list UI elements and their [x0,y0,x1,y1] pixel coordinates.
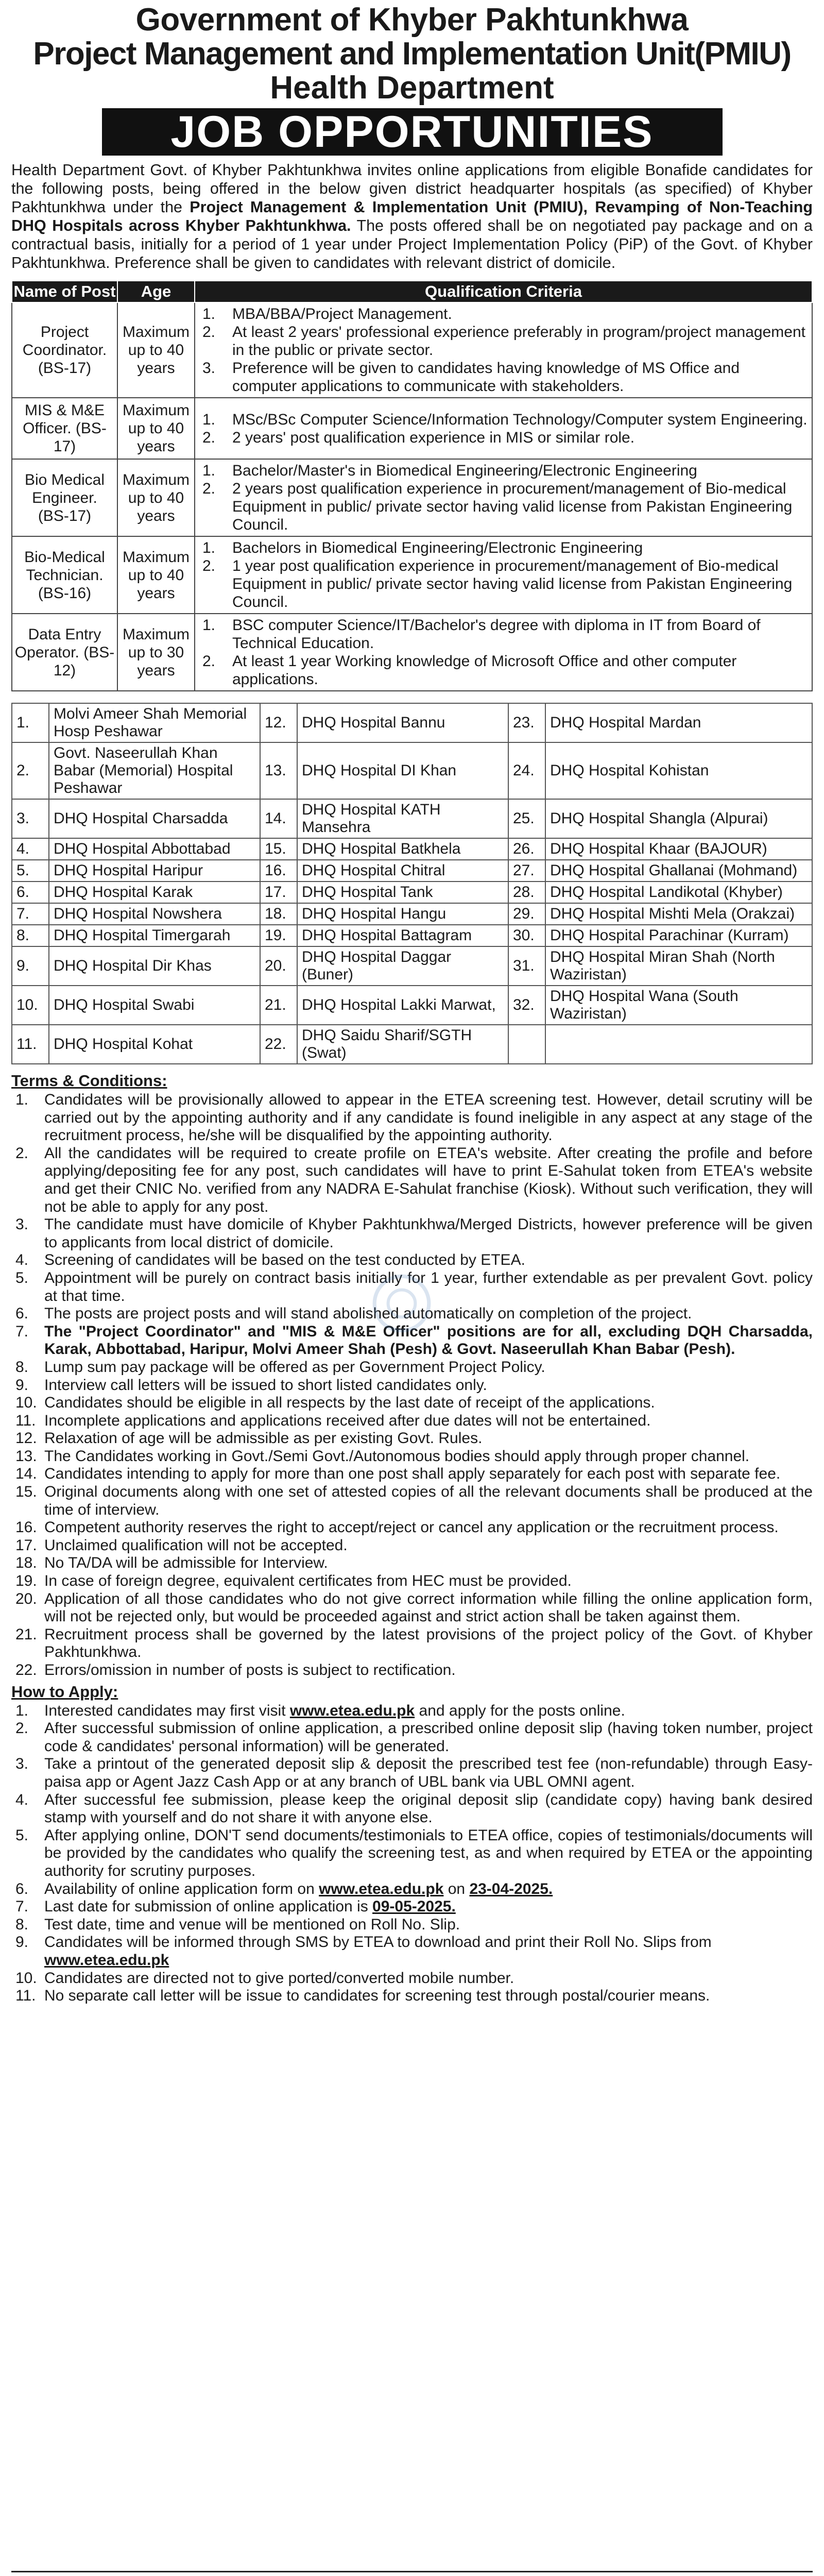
list-item [11,1970,813,1988]
table-row [12,1025,812,1064]
hospital-number: 30. [508,925,545,946]
post-age: Maximum up to 40 years [117,398,195,459]
criteria-item [195,359,812,395]
hospital-number: 7. [12,903,49,925]
item-number: 8. [15,1358,29,1376]
list-item [11,1537,813,1555]
hospital-name: DHQ Hospital Miran Shah (North Waziristan) [545,946,812,986]
item-text: Take a printout of the generated deposit slip & deposit the prescribed test fee (non-refundable) through Easy-paisa app or Agent Jazz Cash App or at any branch of UBL bank via UBL OMNI agent. [44,1755,813,1790]
list-item [11,1755,813,1791]
list-item [11,1987,813,2005]
hospital-number: 19. [260,925,297,946]
posts-table [11,280,813,691]
hospital-name: DHQ Hospital Kohistan [545,742,812,799]
post-age: Maximum up to 40 years [117,536,195,614]
hospital-number: 12. [260,703,297,742]
criteria-text: Preference will be given to candidates having knowledge of MS Office and computer applications to communicate with stakeholders. [232,360,740,395]
etea-website-link[interactable]: www.etea.edu.pk [44,1951,169,1969]
footer [11,2571,813,2576]
list-item [11,1359,813,1377]
hospital-number: 4. [12,838,49,860]
intro-paragraph [11,161,813,272]
item-text: Errors/omission in number of posts is subject to rectification. [44,1662,456,1679]
hospital-number: 13. [260,742,297,799]
criteria-item [195,480,812,534]
item-text: Appointment will be purely on contract basis initially for 1 year, further extendable as per prevalent Govt. policy at that time. [44,1269,813,1304]
table-row [12,860,812,882]
item-number: 15. [15,1483,37,1501]
hospital-name: DHQ Hospital Shangla (Alpurai) [545,799,812,838]
criteria-number: 3. [202,360,216,377]
hospital-name: DHQ Hospital Dir Khas [49,946,260,986]
table-row [12,398,812,459]
item-text: The Candidates working in Govt./Semi Govt./Autonomous bodies should apply through proper channel. [44,1447,750,1465]
job-opportunities-banner: JOB OPPORTUNITIES [102,108,723,156]
item-text [44,1898,813,1916]
apply-11-text: No separate call letter will be issue to candidates for screening test through postal/courier means. [44,1987,710,2005]
criteria-text: Bachelor/Master's in Biomedical Engineering/Electronic Engineering [232,462,697,479]
list-item [11,1554,813,1572]
hospital-name: DHQ Hospital Timergarah [49,925,260,946]
hospital-number: 16. [260,860,297,882]
list-item [11,1662,813,1680]
criteria-number: 1. [202,539,216,556]
terms-list [11,1091,813,1680]
hospital-number [508,1025,545,1064]
table-row [12,799,812,838]
posts-table-header [12,281,812,302]
list-item [11,1483,813,1519]
how-to-apply-title: How to Apply: [11,1682,118,1701]
qualification-criteria [195,536,812,614]
item-number: 1. [15,1702,29,1719]
footer-divider [11,2571,813,2572]
criteria-number: 1. [202,306,216,323]
hospital-number: 11. [12,1025,49,1064]
list-item [11,1898,813,1916]
item-text: Original documents along with one set of attested copies of all the relevant documents shall be produced at the time of interview. [44,1483,813,1518]
item-text [44,1934,813,1969]
hospital-name: DHQ Hospital Lakki Marwat, [297,986,508,1025]
hospital-name: DHQ Hospital Khaar (BAJOUR) [545,838,812,860]
hospital-name [545,1025,812,1064]
item-number: 4. [15,1251,29,1269]
post-name: Bio-Medical Technician. (BS-16) [12,536,117,614]
criteria-text: Bachelors in Biomedical Engineering/Electronic Engineering [232,539,643,556]
table-row [12,742,812,799]
hospital-number: 27. [508,860,545,882]
list-item [11,1216,813,1251]
post-name: Project Coordinator. (BS-17) [12,302,117,398]
hospital-name: DHQ Hospital Battagram [297,925,508,946]
hospital-name: DHQ Hospital Landikotal (Khyber) [545,882,812,903]
item-text: Interview call letters will be issued to short listed candidates only. [44,1376,487,1394]
criteria-item [195,411,812,429]
criteria-item [195,539,812,557]
table-row [12,302,812,398]
item-number: 11. [15,1987,36,2005]
qualification-criteria [195,302,812,398]
hospital-name: Molvi Ameer Shah Memorial Hosp Peshawar [49,703,260,742]
qualification-criteria [195,614,812,691]
hospital-number: 25. [508,799,545,838]
etea-website-link[interactable]: www.etea.edu.pk [289,1702,415,1719]
item-text: Recruitment process shall be governed by the latest provisions of the project policy of the Govt. of Khyber Pakhtunkhwa. [44,1625,813,1661]
item-text: In case of foreign degree, equivalent certificates from HEC must be provided. [44,1572,572,1590]
criteria-text: MSc/BSc Computer Science/Information Technology/Computer system Engineering. [232,411,808,428]
hospitals-table [11,703,813,1064]
header [11,0,813,156]
list-item [11,1827,813,1880]
list-item [11,1251,813,1269]
table-row [12,903,812,925]
qualification-criteria [195,459,812,536]
post-name: MIS & M&E Officer. (BS-17) [12,398,117,459]
hospital-number: 22. [260,1025,297,1064]
hospital-name: DHQ Hospital Karak [49,882,260,903]
watermark-logo [371,1273,433,1334]
item-text: The candidate must have domicile of Khyber Pakhtunkhwa/Merged Districts, however preference will be given to applicants from local district of domicile. [44,1216,813,1251]
col-name-of-post: Name of Post [12,281,117,302]
apply-10-text: Candidates are directed not to give ported/converted mobile number. [44,1969,514,1987]
apply-6-text: Availability of online application form on [44,1880,319,1897]
item-number: 10. [15,1394,37,1412]
hospital-name: DHQ Hospital Nowshera [49,903,260,925]
list-item [11,1791,813,1827]
item-number: 18. [15,1554,37,1572]
how-to-apply-list [11,1702,813,2005]
table-row [12,946,812,986]
hospital-number: 8. [12,925,49,946]
criteria-number: 2. [202,653,216,670]
criteria-text: At least 2 years' professional experience preferably in program/project management in the public or private sector. [232,324,805,359]
list-item [11,1572,813,1590]
hospital-number: 6. [12,882,49,903]
list-item [11,1377,813,1395]
table-row [12,614,812,691]
item-number: 6. [15,1305,29,1323]
hospital-name: DHQ Hospital Hangu [297,903,508,925]
item-text: Candidates should be eligible in all respects by the last date of receipt of the applications. [44,1394,655,1412]
table-row [12,838,812,860]
hospital-number: 24. [508,742,545,799]
terms-title: Terms & Conditions: [11,1072,167,1090]
criteria-item [195,462,812,480]
item-text: Candidates intending to apply for more than one post shall apply separately for each post with separate fee. [44,1465,781,1483]
hospital-name: DHQ Hospital Parachinar (Kurram) [545,925,812,946]
hospital-name: DHQ Hospital Mardan [545,703,812,742]
item-number: 13. [15,1447,37,1465]
list-item [11,1702,813,1720]
intro-text-1: Health Department Govt. of Khyber Pakhtunkhwa invites online applications from eligible Bonafide candidates for the following posts, being offered in the below given district headquarter hospitals (as specified) of Khyber Pakhtunkhwa under the [11,161,813,216]
list-item [11,1590,813,1626]
hospital-number: 17. [260,882,297,903]
hospital-number: 15. [260,838,297,860]
post-age: Maximum up to 40 years [117,459,195,536]
item-number: 4. [15,1791,29,1808]
item-text: Lump sum pay package will be offered as per Government Project Policy. [44,1358,545,1376]
list-item [11,1448,813,1466]
post-name: Bio Medical Engineer. (BS-17) [12,459,117,536]
item-number: 19. [15,1572,37,1590]
table-row [12,925,812,946]
criteria-text: 2 years' post qualification experience in MIS or similar role. [232,429,635,446]
criteria-text: At least 1 year Working knowledge of Microsoft Office and other computer applications. [232,653,737,688]
criteria-item [195,323,812,359]
post-name: Data Entry Operator. (BS-12) [12,614,117,691]
item-number: 2. [15,1144,29,1162]
item-number: 3. [15,1755,29,1773]
item-number: 14. [15,1465,37,1483]
table-row [12,703,812,742]
hospital-number: 10. [12,986,49,1025]
item-number: 7. [15,1323,29,1340]
hospital-name: DHQ Hospital Daggar (Buner) [297,946,508,986]
availability-date: 23-04-2025. [469,1880,553,1897]
item-text: Incomplete applications and applications received after due dates will not be entertained. [44,1412,651,1429]
item-text: Unclaimed qualification will not be accepted. [44,1536,348,1554]
hospital-number: 5. [12,860,49,882]
item-text: The "Project Coordinator" and "MIS & M&E Officer" positions are for all, excluding DQH Charsadda, Karak, Abbottabad, Haripur, Molvi Ameer Shah (Pesh) & Govt. Naseerullah Khan Babar (Pesh). [44,1323,813,1358]
hospital-name: DHQ Hospital Chitral [297,860,508,882]
hospital-number: 14. [260,799,297,838]
hospital-number: 31. [508,946,545,986]
item-number: 2. [15,1720,29,1737]
criteria-number: 2. [202,480,216,497]
etea-website-link[interactable]: www.etea.edu.pk [319,1880,444,1897]
criteria-number: 1. [202,411,216,428]
hospital-name: DHQ Hospital Bannu [297,703,508,742]
list-item [11,1880,813,1899]
hospital-name: DHQ Hospital Ghallanai (Mohmand) [545,860,812,882]
item-number: 7. [15,1898,29,1916]
item-number: 3. [15,1216,29,1233]
table-row [12,882,812,903]
apply-8-text: Test date, time and venue will be mentioned on Roll No. Slip. [44,1916,460,1933]
header-department: Health Department [270,70,554,106]
hospital-name: DHQ Hospital Wana (South Waziristan) [545,986,812,1025]
item-number: 22. [15,1662,37,1679]
hospital-number: 20. [260,946,297,986]
item-number: 6. [15,1880,29,1897]
item-number: 17. [15,1536,37,1554]
item-number: 9. [15,1934,29,1951]
hospital-name: DHQ Hospital DI Khan [297,742,508,799]
apply-9-text: Candidates will be informed through SMS by ETEA to download and print their Roll No. Slips from [44,1934,712,1951]
list-item [11,1145,813,1216]
apply-1-text: Interested candidates may first visit [44,1702,290,1719]
item-text: Application of all those candidates who do not give correct information while filling the online application form, will not be rejected only, but would be proceeded against and strict action shall be taken against them. [44,1590,813,1625]
criteria-number: 2. [202,324,216,341]
apply-1-text-end: and apply for the posts online. [415,1702,625,1719]
item-number: 8. [15,1916,29,1933]
hospital-number: 2. [12,742,49,799]
last-date: 09-05-2025. [372,1898,456,1916]
col-qualification: Qualification Criteria [195,281,812,302]
header-government: Government of Khyber Pakhtunkhwa [135,2,689,38]
item-number: 21. [15,1625,37,1643]
item-number: 16. [15,1519,37,1536]
item-number: 10. [15,1969,37,1987]
apply-6-text-mid: on [443,1880,470,1897]
criteria-number: 1. [202,617,216,634]
item-text: Screening of candidates will be based on the test conducted by ETEA. [44,1251,525,1269]
hospital-number: 29. [508,903,545,925]
list-item [11,1412,813,1430]
hospital-name: Govt. Naseerullah Khan Babar (Memorial) Hospital Peshawar [49,742,260,799]
list-item [11,1626,813,1662]
criteria-item [195,429,812,447]
criteria-number: 2. [202,429,216,446]
table-row [12,459,812,536]
hospital-name: DHQ Hospital KATH Mansehra [297,799,508,838]
hospital-name: DHQ Hospital Haripur [49,860,260,882]
intro-bold: Project Management & Implementation Unit (PMIU), Revamping of Non-Teaching DHQ Hospitals across Khyber Pakhtunkhwa. [11,198,813,234]
criteria-number: 1. [202,462,216,479]
header-pmiu: Project Management and Implementation Unit(PMIU) [33,36,791,72]
list-item [11,1916,813,1934]
list-item [11,1519,813,1537]
item-text: After successful fee submission, please keep the original deposit slip (candidate copy) having bank desired stamp with yourself and do not share it with anyone else. [44,1791,813,1826]
apply-7-text: Last date for submission of online application is [44,1898,373,1916]
hospital-name: DHQ Saidu Sharif/SGTH (Swat) [297,1025,508,1064]
table-row [12,536,812,614]
list-item [11,1394,813,1412]
hospital-name: DHQ Hospital Charsadda [49,799,260,838]
item-number: 12. [15,1430,37,1447]
hospital-name: DHQ Hospital Batkhela [297,838,508,860]
criteria-number: 2. [202,557,216,574]
list-item [11,1091,813,1145]
item-text: No TA/DA will be admissible for Interview. [44,1554,328,1572]
item-text: Relaxation of age will be admissible as per existing Govt. Rules. [44,1430,483,1447]
criteria-item [195,616,812,652]
criteria-item [195,305,812,323]
intro-text-2: The posts offered shall be on negotiated pay package and on a contractual basis, initially for a period of 1 year under Project Implementation Policy (PiP) of the Govt. of Khyber Pakhtunkhwa. Preference shall be given to candidates with relevant district of domicile. [11,217,813,272]
item-text: Competent authority reserves the right to accept/reject or cancel any application or the recruitment process. [44,1519,779,1536]
hospital-number: 21. [260,986,297,1025]
criteria-text: 2 years post qualification experience in procurement/management of Bio-medical Equipment in public/ private sector having valid license from Pakistan Engineering Council. [232,480,793,533]
col-age: Age [117,281,195,302]
post-age: Maximum up to 30 years [117,614,195,691]
hospital-number: 9. [12,946,49,986]
item-number: 20. [15,1590,37,1607]
criteria-text: MBA/BBA/Project Management. [232,306,452,323]
list-item [11,1430,813,1448]
item-number: 11. [15,1412,36,1429]
list-item [11,1720,813,1755]
hospital-number: 18. [260,903,297,925]
item-text: Candidates will be provisionally allowed to appear in the ETEA screening test. However, detail scrutiny will be carried out by the appointing authority and if any candidate is found ineligible in any aspect at any stage of the recruitment process, he/she will be disqualified by the appointing authority. [44,1091,813,1144]
hospital-name: DHQ Hospital Mishti Mela (Orakzai) [545,903,812,925]
hospital-name: DHQ Hospital Kohat [49,1025,260,1064]
item-number: 1. [15,1091,29,1108]
item-number: 5. [15,1826,29,1844]
hospital-number: 28. [508,882,545,903]
criteria-text: 1 year post qualification experience in procurement/management of Bio-medical Equipment in public/ private sector having valid license from Pakistan Engineering Council. [232,557,793,611]
hospital-number: 3. [12,799,49,838]
criteria-item [195,557,812,611]
item-number: 5. [15,1269,29,1286]
hospital-name: DHQ Hospital Swabi [49,986,260,1025]
list-item [11,1465,813,1483]
hospital-number: 32. [508,986,545,1025]
post-age: Maximum up to 40 years [117,302,195,398]
hospital-number: 23. [508,703,545,742]
item-text: After successful submission of online application, a prescribed online deposit slip (having token number, project code & candidates' personal information) will be generated. [44,1720,813,1755]
item-text: All the candidates will be required to create profile on ETEA's website. After creating the profile and before applying/depositing fee for any post, such candidates will have to print E-Sahulat token from ETEA's website and get their CNIC No. verified from any NADRA E-Sahulat franchise (Kiosk). Without such verification, they will not be able to apply for any post. [44,1144,813,1215]
criteria-text: BSC computer Science/IT/Bachelor's degree with diploma in IT from Board of Technical Education. [232,617,761,652]
hospital-name: DHQ Hospital Abbottabad [49,838,260,860]
table-row [12,986,812,1025]
item-number: 9. [15,1376,29,1394]
item-text: The posts are project posts and will stand abolished automatically on completion of the project. [44,1305,692,1323]
hospital-name: DHQ Hospital Tank [297,882,508,903]
list-item [11,1934,813,1969]
item-text: After applying online, DON'T send documents/testimonials to ETEA office, copies of testimonials/documents will be provided by the candidates who qualify the screening test, as and when required by ETEA or the appointing authority for scrutiny purposes. [44,1826,813,1879]
hospital-number: 26. [508,838,545,860]
item-text [44,1702,813,1720]
item-text [44,1880,813,1899]
qualification-criteria [195,398,812,459]
criteria-item [195,652,812,688]
hospital-number: 1. [12,703,49,742]
